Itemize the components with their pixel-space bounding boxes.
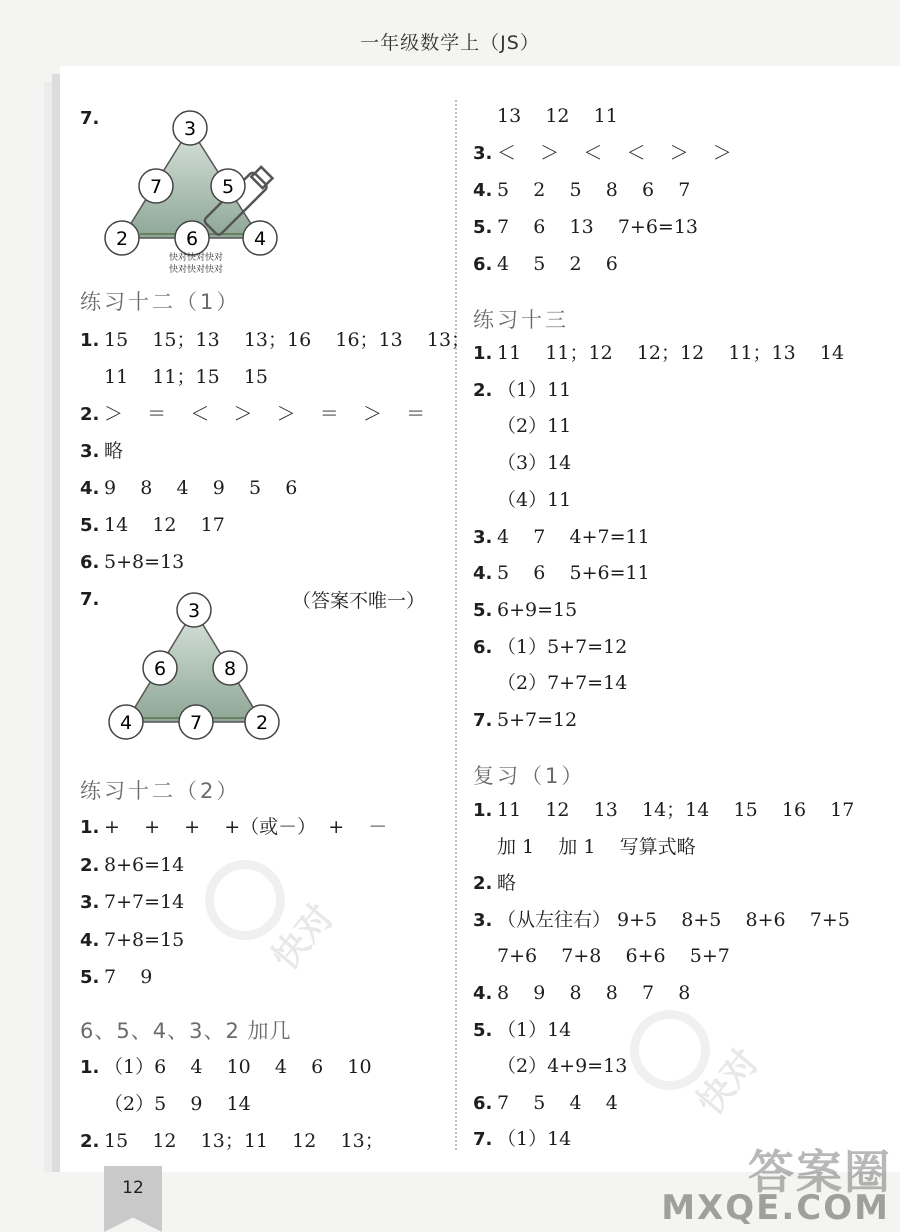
question-number: 4. (80, 478, 100, 499)
answer-line (473, 451, 571, 475)
triangle-top-value: 3 (187, 600, 201, 622)
answer-text: 11 12 13 14；14 15 16 17 (497, 799, 855, 821)
triangle-left-value: 6 (153, 658, 167, 680)
question-number: 7. (80, 589, 100, 610)
answer-text: 略 (104, 440, 124, 462)
answer-line (473, 414, 571, 438)
answer-text: 5 2 5 8 6 7 (497, 179, 691, 201)
answer-text: 7 5 4 4 (497, 1091, 618, 1114)
watermark-text: 快对 (264, 896, 343, 979)
answer-line (80, 513, 225, 538)
answer-line (80, 439, 123, 464)
answer-text: 5+7=12 (497, 709, 578, 731)
answer-text: 7+6 7+8 6+6 5+7 (497, 945, 730, 968)
answer-text: 7+7=14 (104, 891, 185, 913)
answer-text: + + + +（或－） + － (104, 816, 388, 838)
answer-line (80, 587, 104, 612)
answer-text: 8+6=14 (104, 853, 185, 876)
answer-line (473, 1018, 571, 1043)
answer-text: 5 6 5+6=11 (497, 562, 650, 585)
page-number: 12 (122, 1178, 144, 1198)
question-number: 2. (80, 1131, 100, 1152)
triangle-right-value: 5 (221, 176, 235, 198)
number-triangle (102, 592, 292, 747)
answer-line (473, 798, 854, 823)
answer-line (473, 252, 618, 277)
section-title: 练习十二（1） (80, 290, 241, 314)
answer-text: 11 11；12 12；12 11；13 14 (497, 342, 845, 364)
answer-line (473, 1054, 627, 1078)
answer-text: 8 9 8 8 7 8 (497, 982, 691, 1004)
question-number: 6. (80, 552, 100, 573)
question-number: 5. (473, 1019, 493, 1041)
question-number: 2. (473, 873, 493, 895)
answer-line (473, 141, 732, 166)
answer-line (80, 815, 387, 840)
question-number: 4. (473, 180, 493, 201)
answer-line (473, 708, 577, 733)
answer-line (80, 402, 425, 427)
answer-text: 加 1 加 1 写算式略 (497, 835, 696, 858)
triangle-top-value: 3 (183, 118, 197, 140)
question-number: 7. (473, 710, 493, 731)
triangle-left-value: 7 (149, 176, 163, 198)
question-number: 1. (80, 330, 100, 351)
answer-text: 略 (497, 872, 517, 895)
answer-line (80, 853, 184, 878)
question-number: 1. (80, 1057, 100, 1078)
answer-text: （从左往右） 9+5 8+5 8+6 7+5 (497, 908, 850, 931)
answer-text: 15 15；13 13；16 16；13 13； (104, 329, 471, 351)
answer-text: （1）5+7=12 (497, 635, 628, 658)
answer-line (473, 635, 627, 660)
answer-line (473, 671, 627, 695)
answer-text: （3）14 (497, 452, 572, 475)
question-number: 2. (80, 854, 100, 876)
answer-line (80, 550, 184, 575)
question-number: 5. (473, 217, 493, 238)
answer-text: （2）11 (497, 415, 572, 438)
watermark-text: 快对 (689, 1041, 768, 1124)
section-title: 练习十二（2） (80, 779, 241, 803)
answer-text: 6+9=15 (497, 598, 578, 621)
answer-text: （2）5 9 14 (104, 1093, 251, 1115)
answer-text: 7+8=15 (104, 928, 185, 951)
question-number: 6. (473, 254, 493, 275)
answer-text: 15 12 13；11 12 13； (104, 1130, 384, 1152)
section-title: 6、5、4、3、2 加几 (80, 1019, 292, 1043)
answer-line (473, 341, 844, 366)
question-number: 4. (473, 563, 493, 585)
answer-line (473, 525, 650, 550)
answer-text: （4）11 (497, 488, 572, 511)
question-number: 5. (80, 515, 100, 536)
question-number: 2. (473, 379, 493, 401)
answer-text: （1）6 4 10 4 6 10 (104, 1056, 372, 1078)
answer-line (80, 1055, 372, 1080)
answer-text: （1）14 (497, 1018, 572, 1041)
answer-text: 4 7 4+7=11 (497, 525, 650, 548)
triangle-right-value: 8 (223, 658, 237, 680)
answer-text: （2）4+9=13 (497, 1055, 628, 1078)
number-triangle (100, 108, 290, 283)
answer-text: （2）7+7=14 (497, 672, 628, 695)
answer-text: 7 6 13 7+6=13 (497, 216, 699, 238)
answer-text: 14 12 17 (104, 514, 225, 536)
answer-text: ＜ ＞ ＜ ＜ ＞ ＞ (497, 142, 732, 164)
triangle-bottom-left-value: 2 (115, 228, 129, 250)
stamp-text: 快对快对快对 (168, 253, 224, 263)
question-number: 1. (80, 817, 100, 838)
answer-text: ＞ ＝ ＜ ＞ ＞ ＝ ＞ ＝ (104, 403, 426, 425)
answer-line (473, 488, 571, 512)
question-number: 6. (473, 636, 493, 658)
brand-url-watermark: MXQE.COM (661, 1188, 890, 1228)
answer-line (473, 104, 618, 128)
answer-text: 11 11；15 15 (104, 366, 269, 388)
answer-line (473, 908, 850, 933)
answer-text: （1）11 (497, 378, 572, 401)
brand-watermark: 答案圈 (748, 1145, 892, 1199)
answer-text: 5+8=13 (104, 551, 185, 573)
answer-line (473, 598, 577, 623)
question-number: 6. (473, 1092, 493, 1114)
question-number: 5. (473, 599, 493, 621)
question-number: 3. (80, 892, 100, 913)
page-header: 一年级数学上（JS） (360, 32, 540, 54)
question-number: 3. (80, 441, 100, 462)
question-number: 3. (473, 526, 493, 548)
answer-line (473, 944, 730, 968)
section-title: 练习十三 (473, 308, 569, 332)
answer-line (80, 1092, 251, 1116)
answer-line (473, 1127, 571, 1152)
answer-line (473, 215, 698, 240)
question-number: 3. (473, 143, 493, 164)
answer-line (473, 981, 690, 1006)
triangle-bottom-right-value: 4 (253, 228, 267, 250)
answer-line (473, 1091, 618, 1116)
answer-line (473, 835, 696, 859)
answer-text: （1）14 (497, 1128, 572, 1151)
column-divider (455, 100, 457, 1150)
answer-line (80, 965, 152, 990)
answer-line (473, 871, 516, 896)
answer-line (473, 178, 690, 203)
question-number: 1. (473, 343, 493, 364)
answer-line (80, 365, 268, 389)
answer-line (80, 890, 184, 915)
triangle-bottom-left-value: 4 (119, 712, 133, 734)
triangle-bottom-mid-value: 7 (189, 712, 203, 734)
question-number: 1. (473, 800, 493, 821)
answer-line (80, 328, 470, 353)
section-title: 复习（1） (473, 764, 586, 788)
stamp-text: 快对快对快对 (168, 265, 224, 275)
triangle-bottom-mid-value: 6 (185, 228, 199, 250)
answer-line (80, 1129, 384, 1154)
question-number: 5. (80, 967, 100, 988)
question-number: 2. (80, 404, 100, 425)
question-number: 7. (80, 108, 100, 129)
answer-line (80, 928, 184, 953)
answer-text: 7 9 (104, 966, 153, 988)
answer-text: 9 8 4 9 5 6 (104, 477, 298, 499)
question-number: 4. (473, 983, 493, 1004)
answer-line (473, 561, 650, 586)
answer-line (80, 476, 297, 501)
answer-text: 13 12 11 (497, 105, 618, 127)
question-number: 3. (473, 909, 493, 931)
answer-line (473, 378, 571, 403)
triangle-bottom-right-value: 2 (255, 712, 269, 734)
question-number: 7. (473, 1129, 493, 1151)
answer-text: 4 5 2 6 (497, 253, 618, 275)
answer-note: （答案不唯一） (292, 590, 426, 612)
question-number: 4. (80, 929, 100, 951)
